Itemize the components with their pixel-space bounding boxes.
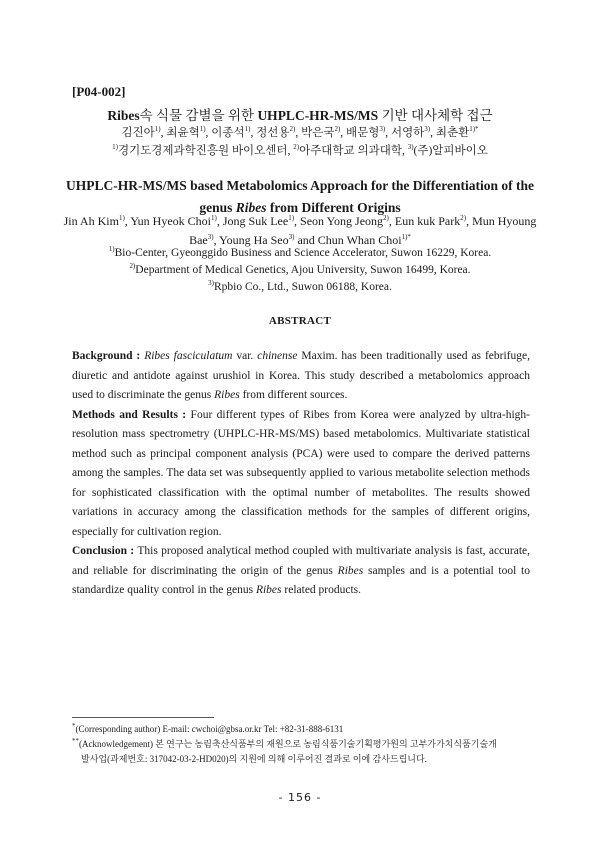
- abstract-body: [72, 347, 530, 601]
- author-en: Seon Yong Jeong$^{2)}$: [300, 214, 389, 228]
- abstract-methods: Methods and Results : Four different types of Ribes from Korea were analyzed by ultra-high-resolution mass spectrometry (UHPLC-HR-MS/MS) based metabolomics. Multivariate statistical method such as principal component analysis (PCA) were used to compare the derived patterns among the samples. The data set was subsequently applied to various metabolite selection methods for sophisticated classification with the optimal number of metabolites. The results showed variations in accuracy among the classification methods for the samples of different origins, especially for cultivation region.: [72, 408, 530, 538]
- affiliation-ko: 아주대학교 의과대학,: [299, 145, 408, 157]
- author-ko: 정선용$^{2)}$: [256, 125, 296, 139]
- affiliation-ko: 경기도경제과학진흥원 바이오센터,: [117, 145, 294, 157]
- author-en: Chun Whan Choi$^{1)*}$: [317, 233, 411, 247]
- korean-authors: 김진아$^{1)}$, 최윤혁$^{1)}$, 이종석$^{1)}$, 정선용$^{2)}$, 박은국$^{2)}$, 배문형$^{3)}$, 서영하$^{3)}$, 최춘환$^{1)*}$: [121, 125, 479, 139]
- footnote-divider: [72, 717, 214, 718]
- affiliation-2: $^{2)}$Department of Medical Genetics, Ajou University, Suwon 16499, Korea.: [129, 262, 471, 276]
- author-en: Young Ha Seo$^{3)}$: [219, 233, 295, 247]
- affiliation-1: $^{1)}$Bio-Center, Gyeonggido Business and Science Accelerator, Suwon 16229, Korea.: [108, 245, 492, 259]
- footnote-acknowledgement: **(Acknowledgement) 본 연구는 농림축산식품부의 재원으로 농림식품기술기획평가원의 고부가가치식품기술개 발사업(과제번호: 317042-03-2-HD020)의 지원에 의해 이루어진 결과로 이에 감사드립니다.: [72, 737, 497, 764]
- author-en: Eun kuk Park$^{2)}$: [394, 214, 467, 228]
- author-ko: 최춘환$^{1)*}$: [435, 125, 479, 139]
- footnote-corresponding: *(Corresponding author) E-mail: cwchoi@gbsa.or.kr Tel: +82-31-888-6131: [72, 722, 344, 734]
- author-en: Yun Hyeok Choi$^{1)}$: [130, 214, 217, 228]
- korean-title-part: 속 식물 감별을 위한: [139, 108, 258, 123]
- abstract-conclusion: Conclusion : This proposed analytical method coupled with multivariate analysis is fast, accurate, and reliable for discriminating the origin of the genus Ribes samples and is a potential tool to standardize quality control in the genus Ribes related products.: [72, 545, 531, 596]
- author-ko: 배문형$^{3)}$: [346, 125, 386, 139]
- author-ko: 서영하$^{3)}$: [390, 125, 431, 139]
- korean-title-method: UHPLC-HR-MS/MS: [257, 108, 379, 123]
- affiliation-3: $^{3)}$Rpbio Co., Ltd., Suwon 06188, Korea.: [208, 279, 392, 293]
- author-ko: 박은국$^{2)}$: [301, 125, 341, 139]
- korean-title: [0, 104, 600, 124]
- poster-code: [P04-002]: [72, 84, 126, 99]
- author-en: Jin Ah Kim$^{1)}$: [63, 214, 125, 228]
- korean-title-end: 기반 대사체학 접근: [378, 108, 493, 123]
- author-ko: 이종석$^{1)}$: [211, 125, 251, 139]
- english-title: UHPLC-HR-MS/MS based Metabolomics Approach for the Differentiation of the genus Ribes from Different Origins: [66, 178, 534, 215]
- title-genus-italic: Ribes: [235, 200, 267, 215]
- author-en: Mun Hyoung Bae$^{3)}$: [189, 214, 537, 247]
- abstract-background: Background : Ribes fasciculatum var. chinense Maxim. has been traditionally used as febrifuge, diuretic and antidote against urushiol in Korea. This study described a metabolomics approach used to discriminate the genus Ribes from different sources.: [72, 350, 530, 401]
- author-ko: 최윤혁$^{1)}$: [166, 125, 206, 139]
- author-en: Jong Suk Lee$^{1)}$: [222, 214, 295, 228]
- page-number: - 156 -: [278, 791, 322, 804]
- english-authors: Jin Ah Kim$^{1)}$, Yun Hyeok Choi$^{1)}$, Jong Suk Lee$^{1)}$, Seon Yong Jeong$^{2)}$, Eun kuk Park$^{2)}$, Mun Hyoung Bae$^{3)}$, Young Ha Seo$^{3)}$ and Chun Whan Choi$^{1)*}$: [63, 214, 537, 247]
- affiliation-ko: (주)알피바이오: [413, 145, 488, 157]
- korean-affiliations: $^{1)}$경기도경제과학진흥원 바이오센터, $^{2)}$아주대학교 의과대학, $^{3)}$(주)알피바이오: [112, 143, 488, 157]
- korean-title-genus: Ribes: [107, 108, 140, 123]
- author-ko: 김진아$^{1)}$: [121, 125, 161, 139]
- abstract-heading: ABSTRACT: [268, 315, 332, 327]
